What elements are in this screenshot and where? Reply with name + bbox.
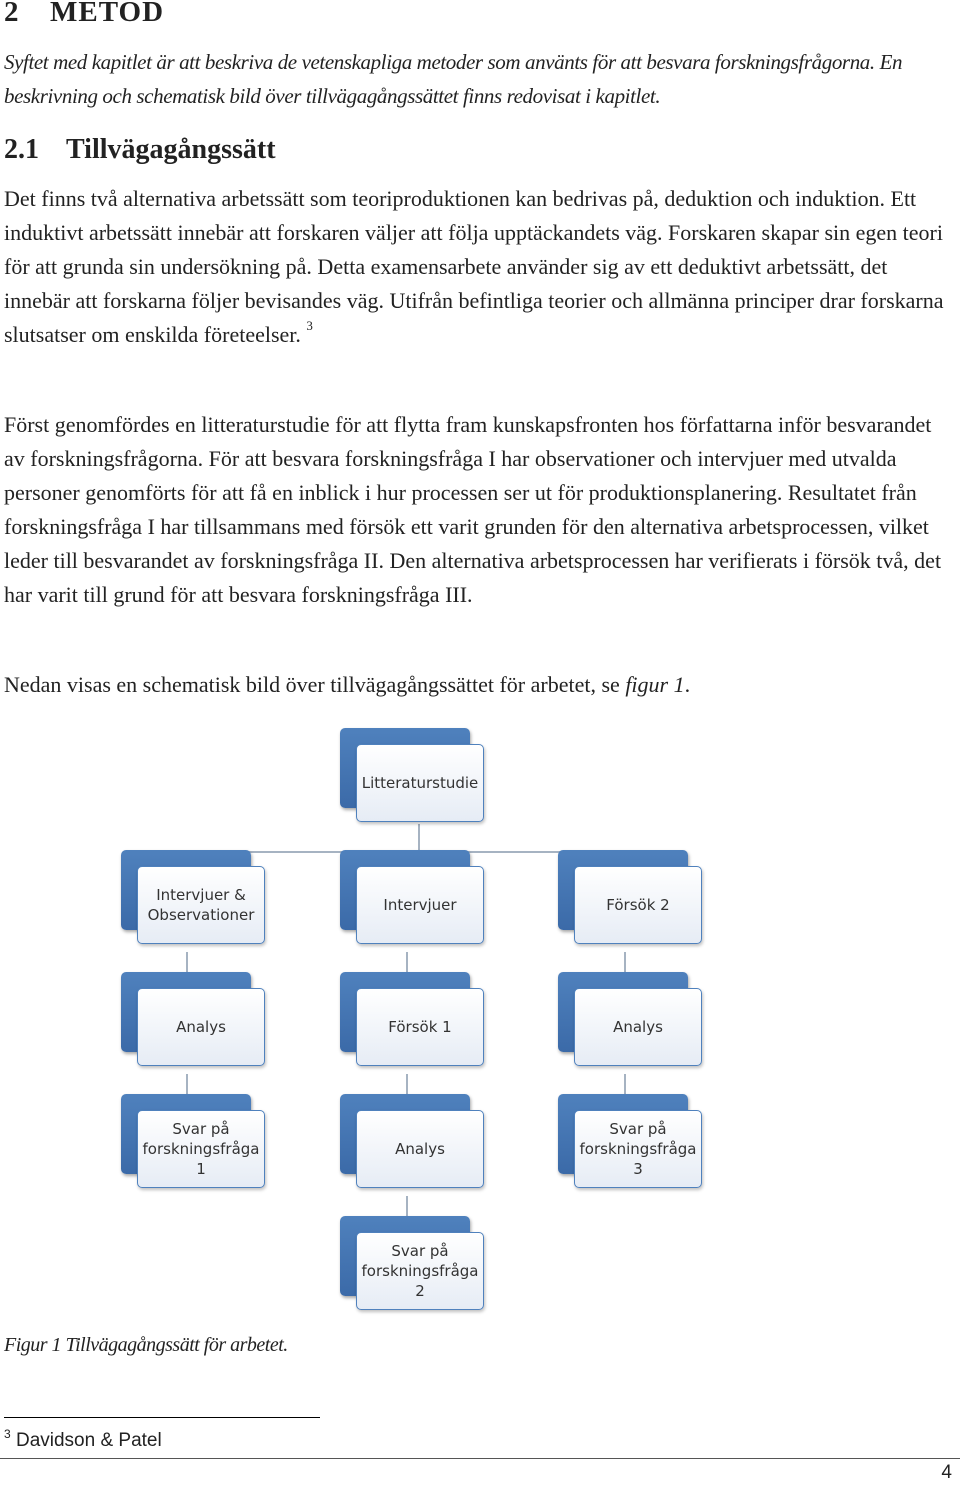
footnote-separator — [4, 1417, 320, 1418]
node-label: Svar på forskningsfråga 3 — [574, 1110, 702, 1188]
method-diagram — [0, 720, 960, 1330]
chapter-title: METOD — [50, 0, 165, 28]
node-label: Intervjuer — [356, 866, 484, 944]
node-analys-1 — [121, 972, 269, 1070]
node-forsok-1 — [340, 972, 488, 1070]
section-number: 2.1 — [4, 134, 39, 165]
node-label: Försök 2 — [574, 866, 702, 944]
node-litteraturstudie — [340, 728, 488, 826]
chapter-heading — [4, 0, 164, 29]
page-footer-rule — [0, 1458, 960, 1459]
node-svar-forskningsfraga-2 — [340, 1216, 488, 1314]
node-svar-forskningsfraga-3 — [558, 1094, 706, 1192]
paragraph-approach — [4, 182, 954, 352]
node-label: Analys — [574, 988, 702, 1066]
node-label: Litteraturstudie — [356, 744, 484, 822]
node-analys-2 — [340, 1094, 488, 1192]
figure-reference[interactable]: figur 1 — [625, 672, 685, 697]
node-analys-3 — [558, 972, 706, 1070]
footnote — [4, 1427, 162, 1452]
node-label: Svar på forskningsfråga 1 — [137, 1110, 265, 1188]
section-heading — [4, 134, 276, 166]
paragraph-procedure: Först genomfördes en litteraturstudie för att flytta fram kunskapsfronten hos författarna inför besvarandet av forskningsfrågorna. För att besvara forskningsfråga I har observationer och intervjuer med utvalda personer genomförts för att få en inblick i hur processen ser ut för produktionsplanering. Resultatet från forskningsfråga I har tillsammans med försök ett varit grunden för den alternativa arbetsprocessen, vilket leder till besvarandet av forskningsfråga II. Den alternativa arbetsprocessen har verifierats i försök två, det har varit till grund för att besvara forskningsfråga III. — [4, 412, 942, 607]
chapter-number: 2 — [4, 0, 20, 28]
chapter-intro: Syftet med kapitlet är att beskriva de vetenskapliga metoder som använts för att besvara forskningsfrågorna. En beskrivning och schematisk bild över tillvägagångssättet finns redovisat i kapitlet. — [4, 50, 903, 108]
page-number: 4 — [941, 1462, 952, 1483]
node-label: Intervjuer & Observationer — [137, 866, 265, 944]
node-label: Analys — [356, 1110, 484, 1188]
node-svar-forskningsfraga-1 — [121, 1094, 269, 1192]
node-label: Analys — [137, 988, 265, 1066]
node-label: Försök 1 — [356, 988, 484, 1066]
footnote-ref[interactable]: 3 — [306, 318, 313, 333]
paragraph-figure-intro-text: Nedan visas en schematisk bild över tillvägagångssättet för arbetet, se — [4, 672, 626, 697]
paragraph-figure-intro — [4, 668, 954, 702]
node-forsok-2 — [558, 850, 706, 948]
section-title: Tillvägagångssätt — [66, 134, 276, 165]
paragraph-approach-text: Det finns två alternativa arbetssätt som teoriproduktionen kan bedrivas på, deduktion och induktion. Ett induktivt arbetssätt innebär att forskaren väljer att följa upptäckandets väg. Forskaren skapar sin egen teori för att grunda sin undersökning på. Detta examensarbete använder sig av ett deduktivt arbetssätt, det innebär att forskarna följer bevisandes väg. Utifrån befintliga teorier och allmänna principer drar forskarna slutsatser om enskilda företeelser. — [4, 186, 944, 347]
connector-root-down — [418, 824, 420, 852]
node-intervjuer — [340, 850, 488, 948]
node-intervjuer-observationer — [121, 850, 269, 948]
figure-caption: Figur 1 Tillvägagångssätt för arbetet. — [4, 1334, 288, 1356]
node-label: Svar på forskningsfråga 2 — [356, 1232, 484, 1310]
paragraph-figure-intro-end: . — [684, 672, 691, 697]
footnote-number: 3 — [4, 1427, 11, 1441]
footnote-text: Davidson & Patel — [15, 1430, 162, 1451]
